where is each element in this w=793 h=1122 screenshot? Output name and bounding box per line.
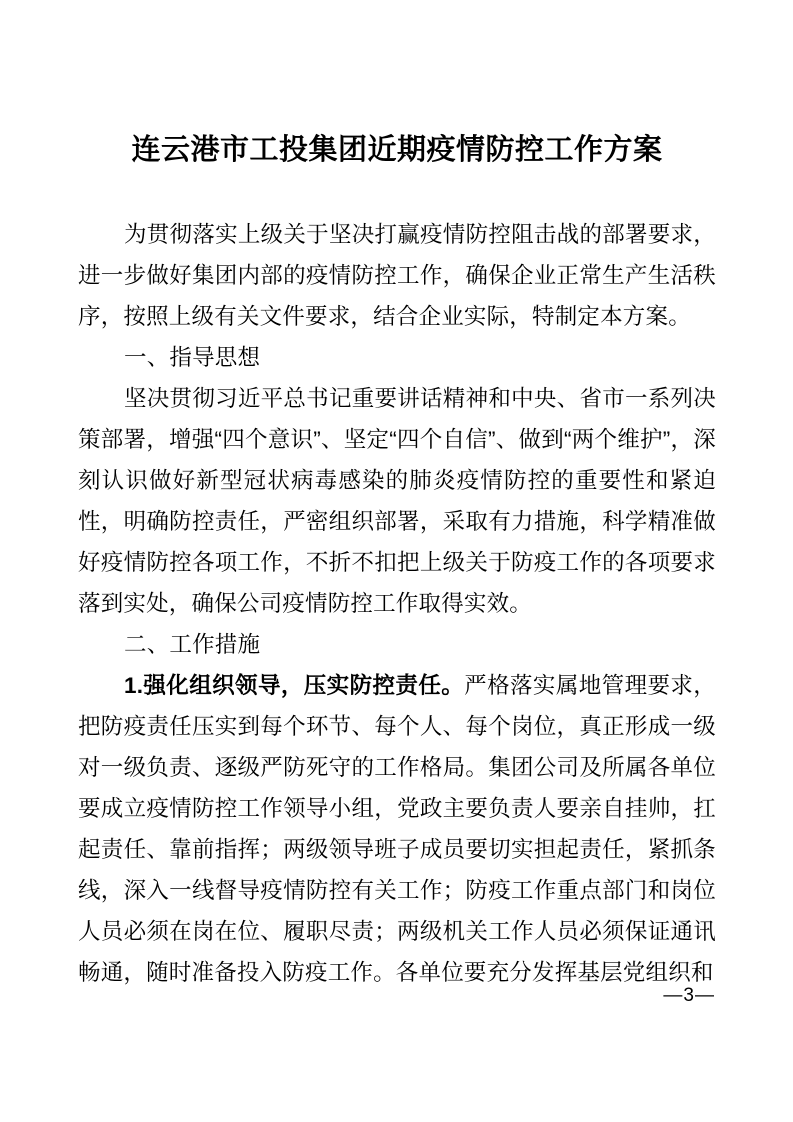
paragraph-item-one: [78, 665, 716, 993]
heading-section-one: 一、指导思想: [124, 344, 261, 370]
title-spacer: [78, 170, 716, 214]
heading-section-two: 二、工作措施: [124, 631, 261, 657]
document-body: [78, 0, 716, 993]
page-number: —3—: [663, 985, 715, 1006]
paragraph-intro: 为贯彻落实上级关于坚决打赢疫情防控阻击战的部署要求，进一步做好集团内部的疫情防控工作，确保企业正常生产生活秩序，按照上级有关文件要求，结合企业实际，特制定本方案。: [78, 221, 716, 329]
page-title: 连云港市工投集团近期疫情防控工作方案: [131, 134, 663, 166]
paragraph-item-one-lead: 1.强化组织领导，压实防控责任。: [124, 672, 465, 698]
paragraph-item-one-text: 严格落实属地管理要求，把防疫责任压实到每个环节、每个人、每个岗位，真正形成一级对一级负责、逐级严防死守的工作格局。集团公司及所属各单位要成立疫情防控工作领导小组，党政主要负责人要亲自挂帅，扛起责任、靠前指挥；两级领导班子成员要切实担起责任，紧抓条线，深入一线督导疫情防控有关工作；防疫工作重点部门和岗位人员必须在岗在位、履职尽责；两级机关工作人员必须保证通讯畅通，随时准备投入防疫工作。各单位要充分发挥基层党组织和: [78, 672, 717, 985]
paragraph-section-one-body: 坚决贯彻习近平总书记重要讲话精神和中央、省市一系列决策部署，增强“四个意识”、坚定“四个自信”、做到“两个维护”，深刻认识做好新型冠状病毒感染的肺炎疫情防控的重要性和紧迫性，明确防控责任，严密组织部署，采取有力措施，科学精准做好疫情防控各项工作，不折不扣把上级关于防疫工作的各项要求落到实处，确保公司疫情防控工作取得实效。: [78, 385, 716, 616]
